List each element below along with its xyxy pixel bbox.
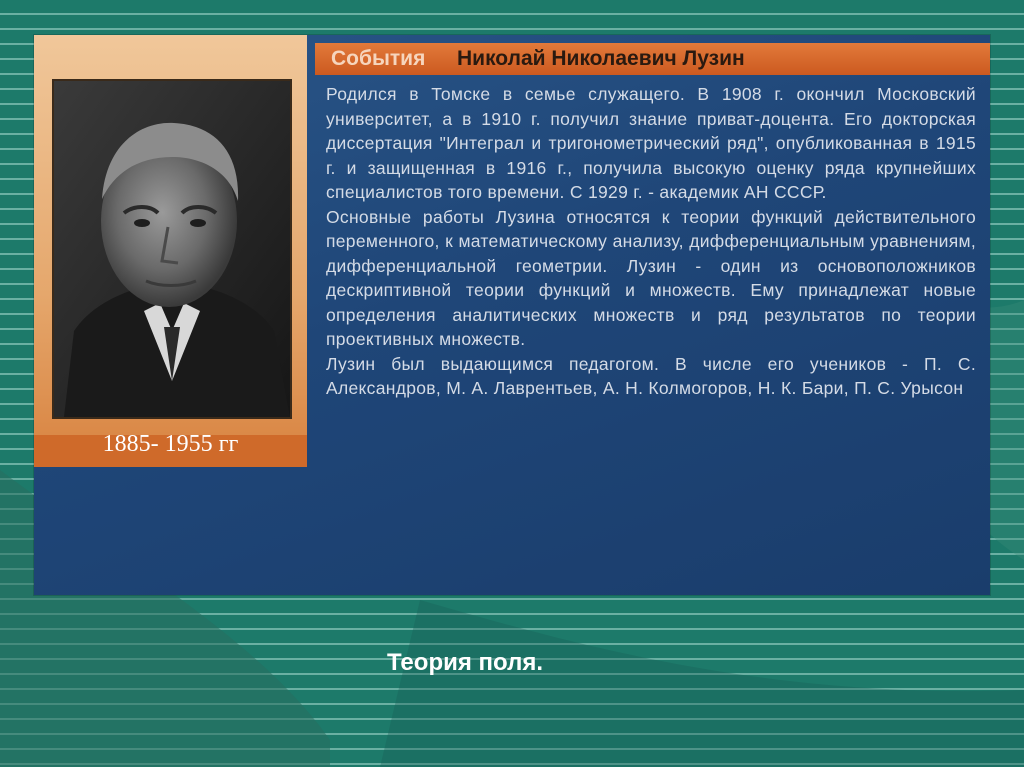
biography-card: [34, 35, 990, 595]
bio-paragraph: Родился в Томске в семье служащего. В 1908 г. окончил Московский университет, а в 1910 г. получил знание приват-доцента. Его докторская диссертация "Интеграл и тригонометрический ряд", опубликованная в 1915 г. и защищенная в 1916 г., получила высокую оценку ряда крупнейших специалистов того времени. С 1929 г. - академик АН СССР.: [326, 84, 976, 202]
bio-paragraph: Основные работы Лузина относятся к теории функций действительного переменного, к математическому анализу, дифференциальным уравнениям, дифференциальной геометрии. Лузин - один из основоположников дескриптивной теории функций и множеств. Ему принадлежат новые определения аналитических множеств и ряд результатов по теории проективных множеств.: [326, 206, 976, 349]
header-bar: [315, 43, 990, 75]
slide-caption: Теория поля.: [386, 649, 544, 676]
portrait-image: [54, 81, 290, 417]
biography-text: [326, 82, 976, 401]
portrait-panel: [34, 35, 307, 467]
portrait-photo: [52, 79, 292, 419]
events-tab-label: События: [331, 47, 426, 70]
life-years: 1885- 1955 гг: [102, 431, 239, 457]
person-name: Николай Николаевич Лузин: [457, 47, 745, 70]
bio-paragraph: Лузин был выдающимся педагогом. В числе его учеников - П. С. Александров, М. А. Лаврентьев, А. Н. Колмогоров, Н. К. Бари, П. С. Урысон: [326, 353, 976, 398]
